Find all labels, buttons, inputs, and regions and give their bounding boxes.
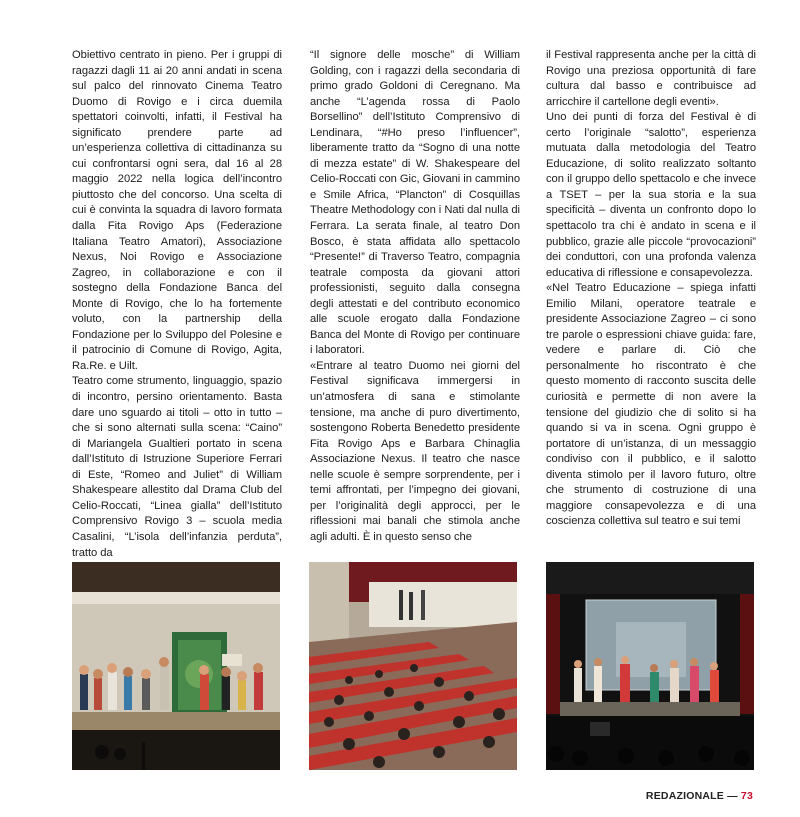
page-footer [646,790,753,802]
section-label: REDAZIONALE — [645,790,738,802]
stage-photo [72,562,280,770]
paragraph: «Entrare al teatro Duomo nei giorni del Festival significava immergersi in un’atmosfera di sana e stimolante tensione, ma anche di puro divertimento, sostengono Roberta Benedetto presidente Fita Rovigo Aps e Barbara Chinaglia Associazione Nexus. Il teatro che nasce nelle scuole è sempre sorprendente, per i temi affrontati, per l’impegno dei giovani, per l’originalità degli approcci, per le riflessioni mai banali che stimola anche agli adulti. È in questo senso che [310,359,520,543]
paragraph: Teatro come strumento, linguaggio, spazio di incontro, persino orientamento. Basta dare uno sguardo ai titoli – otto in tutto – che si sono alternati sulla scena: “Caino” di Mariangela Gualtieri portato in scena dall’Istituto di Istruzione Superiore Ferrari di Este, “Romeo and Juliet” di William Shakespeare allestito dal Drama Club del Celio-Roccati, “Linea gialla” dell’Istituto Comprensivo Rovigo 3 – scuola media Casalini, “L’isola dell’infanzia perduta”, tratto da [72,375,282,559]
dance-photo [546,562,754,770]
audience-photo [309,562,517,770]
text-column-2 [310,48,520,548]
paragraph: il Festival rappresenta anche per la città di Rovigo una preziosa opportunità di fare cultura dal basso e contribuisce ad arricchire il cartellone degli eventi». [546,49,756,108]
paragraph: Uno dei punti di forza del Festival è di certo l’originale “salotto”, esperienza mutuata dalla metodologia del Teatro Educazione, di solito realizzato soltanto con il gruppo dello spettacolo e che invece a TSET – per la sua storia e la sua specificità – diventa un confronto dopo lo spettacolo tra chi è andato in scena e il pubblico, grazie alle piccole “provocazioni” dei conduttori, con una profonda valenza educativa di riflessione e consapevolezza. [546,111,756,279]
page-number: 73 [740,790,753,802]
text-column-1 [72,48,282,559]
text-column-3 [546,48,756,548]
paragraph: Obiettivo centrato in pieno. Per i gruppi di ragazzi dagli 11 ai 20 anni andati in scena sul palco del rinnovato Cinema Teatro Duomo di Rovigo e i circa duemila spettatori coinvolti, infatti, il Festival ha significato prendere parte ad un’esperienza collettiva di cittadinanza su cui confrontarsi ogni sera, dal 16 al 28 maggio 2022 nella logica dell’incontro piuttosto che del concorso. Una scelta di cui è convinta la squadra di lavoro formata dalla Fita Rovigo Aps (Federazione Italiana Teatro Amatori), Associazione Nexus, Noi Rovigo e Associazione Zagreo, in collaborazione e con il sostegno della Fondazione Banca del Monte di Rovigo, che lo ha fortemente voluto, con la partnership della Fondazione per lo Sviluppo del Polesine e il patrocinio di Comune di Rovigo, Agita, Ra.Re. e Uilt. [72,49,282,372]
paragraph: “Il signore delle mosche” di William Golding, con i ragazzi della secondaria di primo grado Goldoni di Ceregnano. Ma anche “L’agenda rossa di Paolo Borsellino” dell’Istituto Comprensivo di Lendinara, “#Ho preso l’influencer”, liberamente tratto da “Sogno di una notte di mezza estate” di W. Shakespeare del Celio-Roccati con Gic, Giovani in cammino e Smile Africa, “Plancton” di Cosquillas Theatre Methodology con i Nati dal nulla di Ferrara. La serata finale, al teatro Don Bosco, è stata affidata allo spettacolo “Presente!” di Traverso Teatro, compagnia teatrale composta da giovani attori professionisti, seguito dalla consegna degli attestati e del contributo economico alle scuole erogato dalla Fondazione Banca del Monte di Rovigo per continuare i laboratori. [310,49,520,357]
paragraph: «Nel Teatro Educazione – spiega infatti Emilio Milani, operatore teatrale e presidente Associazione Zagreo – ci sono tre parole o espressioni chiave guida: fare, vedere e parlare di. Ciò che personalmente ho riscontrato è che questo momento di racconto suscita delle curiosità e permette di non avere la tensione del giudizio che di solito si ha quando si va in scena. Ogni gruppo è portatore di un’istanza, di un messaggio condiviso con il pubblico, e il salotto diventa stimolo per il lavoro futuro, oltre che strumento di costruzione di una maggiore consapevolezza e di una coscienza collettiva sul teatro e sui temi [546,282,756,528]
